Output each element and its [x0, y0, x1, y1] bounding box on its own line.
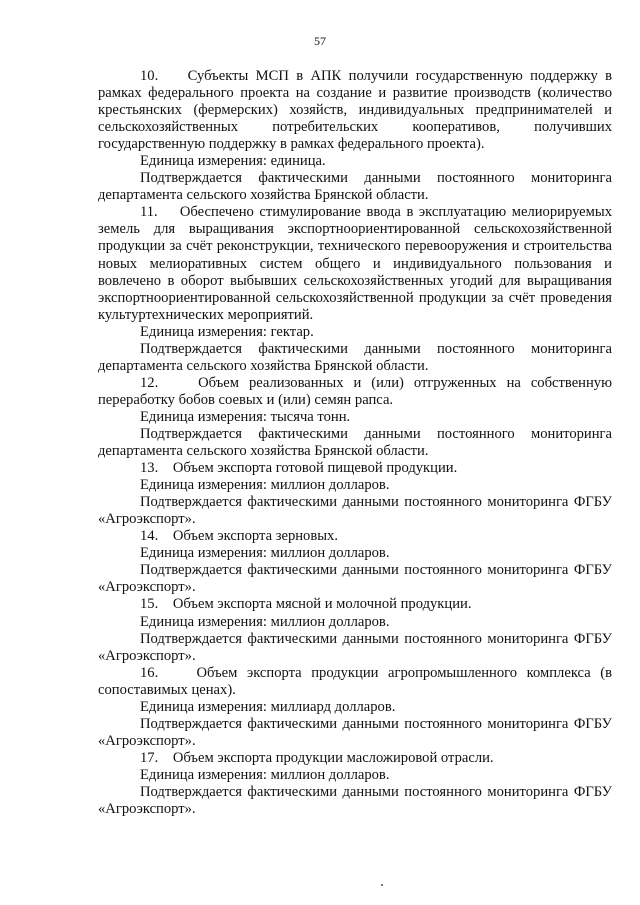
item-16-source: Подтверждается фактическими данными постоянного мониторинга ФГБУ «Агроэкспорт». — [98, 715, 612, 749]
item-12-source: Подтверждается фактическими данными постоянного мониторинга департамента сельского хозяйства Брянской области. — [98, 425, 612, 460]
item-15-text: 15. Объем экспорта мясной и молочной продукции. — [140, 596, 472, 613]
item-11-source: Подтверждается фактическими данными постоянного мониторинга департамента сельского хозяйства Брянской области. — [98, 340, 612, 374]
scan-dot-mark — [381, 884, 383, 886]
item-15-source: Подтверждается фактическими данными постоянного мониторинга ФГБУ «Агроэкспорт». — [98, 630, 612, 664]
item-13-unit: Единица измерения: миллион долларов. — [140, 477, 390, 494]
item-12-text: 12. Объем реализованных и (или) отгруженных на собственную переработку бобов соевых и (или) семян рапса. — [98, 374, 612, 408]
item-11-unit: Единица измерения: гектар. — [140, 323, 314, 340]
item-15-unit: Единица измерения: миллион долларов. — [140, 613, 390, 630]
page-number: 57 — [314, 34, 326, 48]
item-17-unit: Единица измерения: миллион долларов. — [140, 766, 390, 783]
item-10-text: 10. Субъекты МСП в АПК получили государственную поддержку в рамках федерального проекта на создание и развитие производств (количество крестьянских (фермерских) хозяйств, индивидуальных предпринимателей и сельскохозяйственных потребительских кооперативов, получивших государственную поддержку в рамках федерального проекта). — [98, 68, 612, 153]
item-16-unit: Единица измерения: миллиард долларов. — [140, 698, 396, 715]
item-17-source: Подтверждается фактическими данными постоянного мониторинга ФГБУ «Агроэкспорт». — [98, 783, 612, 818]
item-14-source: Подтверждается фактическими данными постоянного мониторинга ФГБУ «Агроэкспорт». — [98, 562, 612, 596]
item-14-unit: Единица измерения: миллион долларов. — [140, 545, 390, 562]
item-13-text: 13. Объем экспорта готовой пищевой продукции. — [140, 460, 458, 477]
item-16-text: 16. Объем экспорта продукции агропромышленного комплекса (в сопоставимых ценах). — [98, 664, 612, 698]
item-11-text: 11. Обеспечено стимулирование ввода в эксплуатацию мелиорируемых земель для выращивания экспортноориентированной сельскохозяйственной продукции за счёт реконструкции, технического перевооружения и строительства новых мелиоративных систем общего и индивидуального пользования и вовлечено в оборот выбывших сельскохозяйственных угодий для выращивания экспортноориентированной сельскохозяйственной продукции за счёт проведения культуртехнических мероприятий. — [98, 204, 612, 323]
item-14-text: 14. Объем экспорта зерновых. — [140, 528, 338, 545]
document-body — [98, 68, 612, 818]
item-10-source: Подтверждается фактическими данными постоянного мониторинга департамента сельского хозяйства Брянской области. — [98, 170, 612, 204]
item-12-unit: Единица измерения: тысяча тонн. — [140, 408, 351, 425]
item-17-text: 17. Объем экспорта продукции масложировой отрасли. — [140, 749, 494, 766]
item-10-unit: Единица измерения: единица. — [140, 153, 326, 170]
item-13-source: Подтверждается фактическими данными постоянного мониторинга ФГБУ «Агроэкспорт». — [98, 494, 612, 528]
